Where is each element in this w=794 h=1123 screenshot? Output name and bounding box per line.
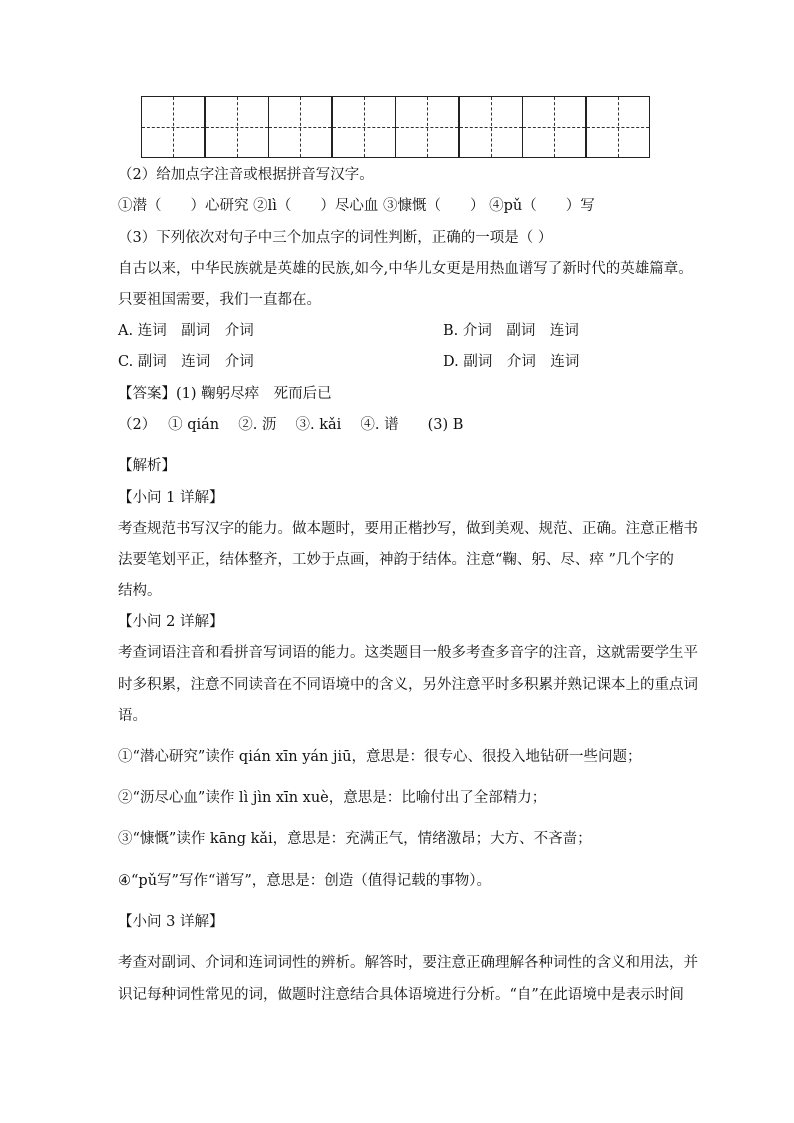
sub1-text-3: 结构。: [118, 583, 162, 599]
sub2-item-3: ③“慷慨”读作 kāng kǎi，意思是：充满正气，情绪激昂；大方、不吝啬；: [118, 831, 592, 847]
writing-grid: [141, 96, 653, 158]
grid-cell: [395, 96, 459, 158]
q3-sentence-2: 只要祖国需要，我们一直都在。: [118, 292, 321, 308]
sub3-text-2: 识记每种词性常见的词，做题时注意结合具体语境进行分析。“自”在此语境中是表示时间: [118, 987, 684, 1003]
option-d: D. 副词 介词 连词: [443, 354, 580, 370]
sub1-text-1: 考查规范书写汉字的能力。做本题时，要用正楷抄写，做到美观、规范、正确。注意正楷书: [118, 521, 698, 537]
sub2-item-1: ①“潜心研究”读作 qián xīn yán jiū，意思是：很专心、很投入地钻研一些问题；: [118, 749, 642, 765]
sub2-item-4: ④“pǔ写”写作“谱写”，意思是：创造（值得记载的事物）。: [118, 873, 492, 889]
grid-cell: [459, 96, 523, 158]
option-c: C. 副词 连词 介词: [118, 354, 254, 370]
grid-cell: [205, 96, 269, 158]
grid-cell: [522, 96, 586, 158]
answer-line-2: （2） ① qián ②. 沥 ③. kǎi ④. 谱 (3) B: [118, 417, 464, 433]
sub2-text-1: 考查词语注音和看拼音写词语的能力。这类题目一般多考查多音字的注音，这就需要学生平: [118, 645, 698, 661]
q3-sentence-1: 自古以来，中华民族就是英雄的民族,如今,中华儿女更是用热血谱写了新时代的英雄篇章。: [118, 261, 693, 277]
q2-items: ①潜（ ）心研究 ②lì（ ）尽心血 ③慷慨（ ） ④pǔ（ ）写: [118, 198, 595, 214]
option-b: B. 介词 副词 连词: [443, 323, 579, 339]
sub3-text-1: 考查对副词、介词和连词词性的辨析。解答时，要注意正确理解各种词性的含义和用法，并: [118, 955, 698, 971]
grid-cell: [586, 96, 650, 158]
grid-cell: [141, 96, 205, 158]
q3-title: （3）下列依次对句子中三个加点字的词性判断，正确的一项是（ ）: [118, 230, 553, 246]
grid-cell: [332, 96, 396, 158]
sub1-title: 【小问 1 详解】: [118, 490, 224, 506]
grid-cell: [268, 96, 332, 158]
option-a: A. 连词 副词 介词: [118, 323, 254, 339]
sub1-text-2: 法要笔划平正，结体整齐，工妙于点画，神韵于结体。注意“鞠、躬、尽、瘁 ”几个字的: [118, 552, 674, 568]
analysis-title: 【解析】: [118, 458, 176, 474]
answer-line-1: 【答案】(1) 鞠躬尽瘁 死而后已: [118, 386, 332, 402]
q2-title: （2）给加点字注音或根据拼音写汉字。: [118, 167, 374, 183]
sub2-text-3: 语。: [118, 708, 147, 724]
sub3-title: 【小问 3 详解】: [118, 914, 224, 930]
sub2-text-2: 时多积累，注意不同读音在不同语境中的含义，另外注意平时多积累并熟记课本上的重点词: [118, 677, 698, 693]
sub2-item-2: ②“沥尽心血”读作 lì jìn xīn xuè，意思是：比喻付出了全部精力；: [118, 790, 547, 806]
sub2-title: 【小问 2 详解】: [118, 614, 224, 630]
